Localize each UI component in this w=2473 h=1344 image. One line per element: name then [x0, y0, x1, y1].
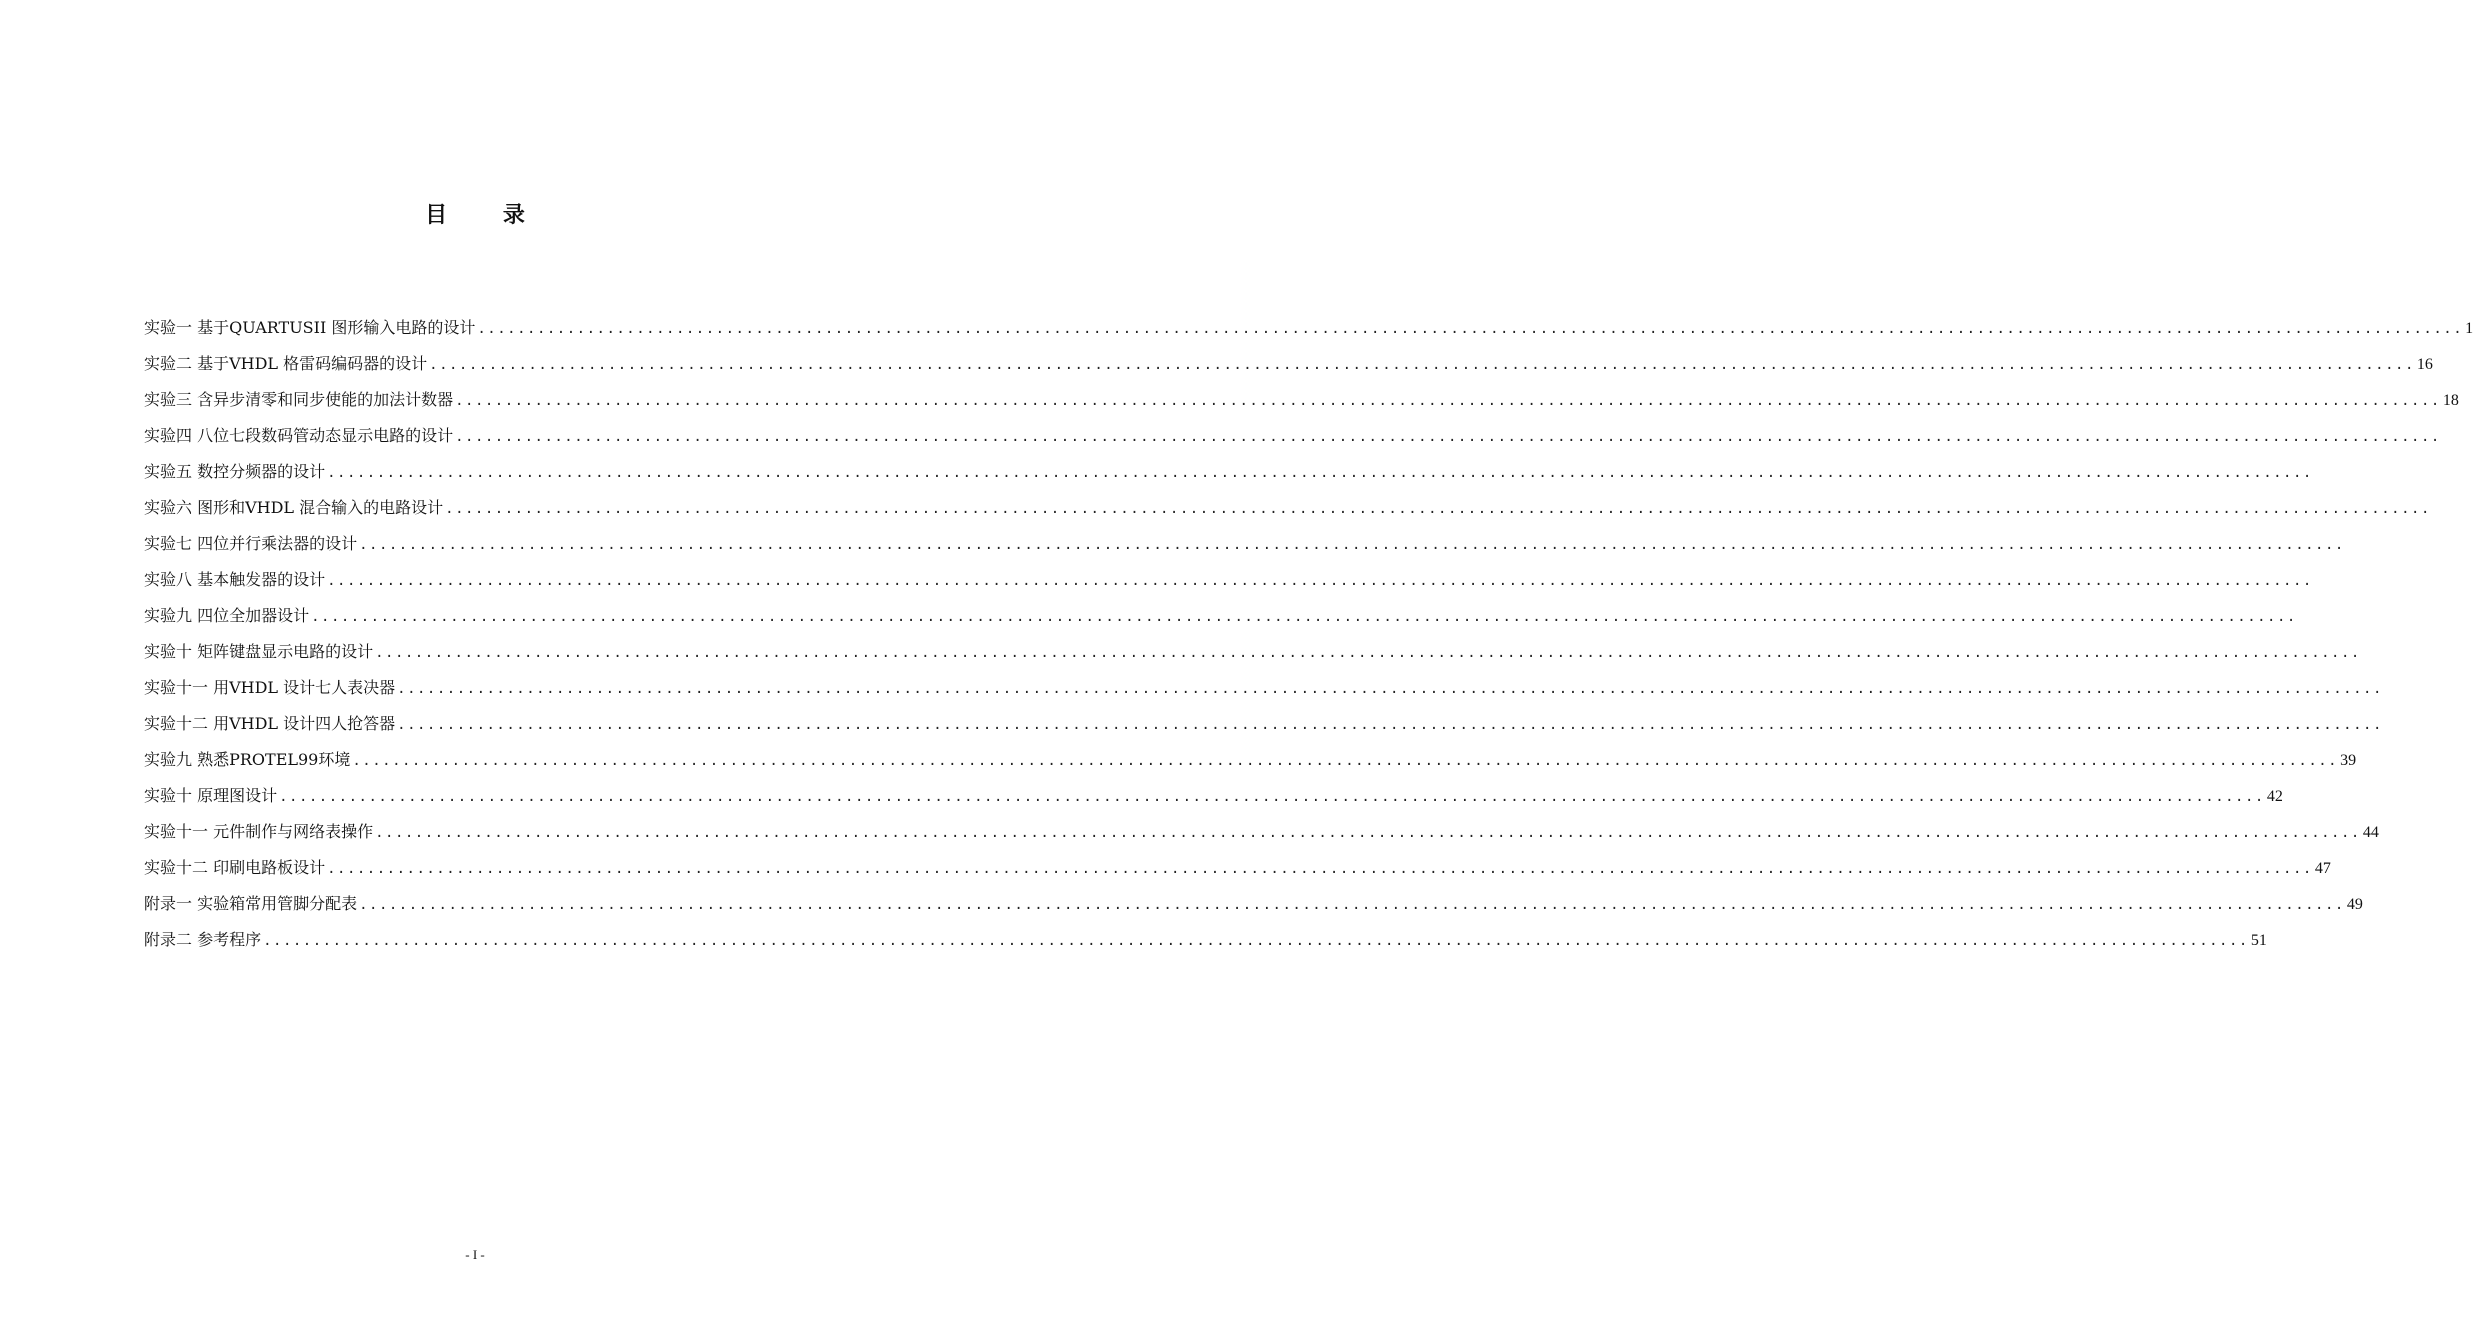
toc-entry[interactable] [144, 598, 2297, 634]
toc-entry[interactable] [144, 778, 2283, 814]
toc-entry[interactable] [144, 562, 2313, 598]
toc-entry[interactable] [144, 850, 2331, 886]
toc-dot-leader: ........................................................................................................................................................................................................ [429, 357, 2415, 373]
toc-entry-label: 实验十 矩阵键盘显示电路的设计 [144, 642, 374, 661]
toc-dot-leader: ........................................................................................................................................................................................................ [327, 861, 2313, 877]
toc-entry[interactable] [144, 634, 2361, 670]
toc-entry-page-number: 49 [2346, 896, 2363, 913]
toc-title: 目 录 [425, 202, 549, 228]
toc-entry[interactable] [144, 886, 2363, 922]
toc-entry[interactable] [144, 670, 2383, 706]
toc-entry-page-number: 42 [2266, 788, 2283, 805]
toc-entry-label: 实验十一 用VHDL 设计七人表决器 [144, 678, 396, 697]
toc-entry-page-number: 44 [2362, 824, 2379, 841]
toc-entry[interactable] [144, 310, 2473, 346]
toc-entry-label: 实验二 基于VHDL 格雷码编码器的设计 [144, 354, 428, 373]
toc-entry[interactable] [144, 454, 2313, 490]
toc-entry-label: 实验六 图形和VHDL 混合输入的电路设计 [144, 498, 444, 517]
toc-entry-page-number: 16 [2416, 356, 2433, 373]
toc-entry-label: 实验三 含异步清零和同步使能的加法计数器 [144, 390, 454, 409]
toc-entry[interactable] [144, 490, 2431, 526]
toc-entry-label: 附录一 实验箱常用管脚分配表 [144, 894, 358, 913]
toc-entry[interactable] [144, 742, 2357, 778]
toc-dot-leader: ........................................................................................................................................................................................................ [455, 393, 2441, 409]
toc-dot-leader: ........................................................................................................................................................................................................ [327, 465, 2313, 481]
toc-dot-leader: ........................................................................................................................................................................................................ [375, 645, 2361, 661]
toc-entry-label: 实验十一 元件制作与网络表操作 [144, 822, 374, 841]
toc-dot-leader: ........................................................................................................................................................................................................ [327, 573, 2313, 589]
toc-dot-leader: ........................................................................................................................................................................................................ [263, 933, 2249, 949]
toc-entry[interactable] [144, 706, 2383, 742]
toc-entry[interactable] [144, 382, 2459, 418]
toc-entry-label: 实验八 基本触发器的设计 [144, 570, 326, 589]
toc-entry[interactable] [144, 922, 2267, 958]
toc-entry-page-number: 1 [2465, 320, 2473, 337]
toc-dot-leader: ........................................................................................................................................................................................................ [279, 789, 2265, 805]
toc-dot-leader: ........................................................................................................................................................................................................ [397, 717, 2383, 733]
page-number-footer: - I - [465, 1247, 485, 1262]
toc-dot-leader: ........................................................................................................................................................................................................ [359, 897, 2345, 913]
toc-entry[interactable] [144, 418, 2441, 454]
toc-dot-leader: ........................................................................................................................................................................................................ [455, 429, 2441, 445]
toc-entry-page-number: 47 [2314, 860, 2331, 877]
toc-dot-leader: ........................................................................................................................................................................................................ [352, 753, 2339, 769]
toc-entry[interactable] [144, 526, 2345, 562]
toc-entry-label: 实验四 八位七段数码管动态显示电路的设计 [144, 426, 454, 445]
toc-entry-label: 实验一 基于QUARTUSII 图形输入电路的设计 [144, 318, 476, 337]
toc-entry-label: 实验十二 用VHDL 设计四人抢答器 [144, 714, 396, 733]
toc-entry-label: 附录二 参考程序 [144, 930, 262, 949]
table-of-contents [144, 310, 2473, 958]
toc-entry[interactable] [144, 346, 2433, 382]
toc-entry-label: 实验九 四位全加器设计 [144, 606, 310, 625]
toc-entry-page-number: 39 [2340, 752, 2357, 769]
toc-entry-label: 实验五 数控分频器的设计 [144, 462, 326, 481]
toc-dot-leader: ........................................................................................................................................................................................................ [375, 825, 2361, 841]
toc-entry-label: 实验十 原理图设计 [144, 786, 278, 805]
toc-dot-leader: ........................................................................................................................................................................................................ [477, 321, 2464, 337]
toc-entry-page-number: 51 [2250, 932, 2267, 949]
toc-dot-leader: ........................................................................................................................................................................................................ [397, 681, 2383, 697]
toc-entry[interactable] [144, 814, 2379, 850]
toc-dot-leader: ........................................................................................................................................................................................................ [359, 537, 2345, 553]
toc-entry-label: 实验十二 印刷电路板设计 [144, 858, 326, 877]
toc-dot-leader: ........................................................................................................................................................................................................ [311, 609, 2297, 625]
toc-entry-label: 实验九 熟悉PROTEL99环境 [144, 750, 351, 769]
toc-entry-page-number: 18 [2442, 392, 2459, 409]
toc-entry-label: 实验七 四位并行乘法器的设计 [144, 534, 358, 553]
toc-dot-leader: ........................................................................................................................................................................................................ [445, 501, 2431, 517]
